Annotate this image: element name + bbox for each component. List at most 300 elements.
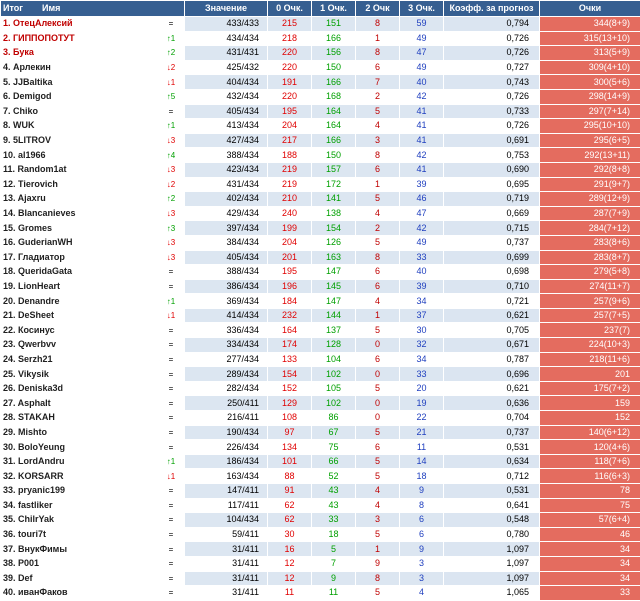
rank-change-indicator: [158, 17, 185, 32]
header-0-points[interactable]: 0 Очк.: [268, 1, 312, 17]
one-point-cell: 144: [312, 308, 356, 323]
two-points-cell: 6: [356, 265, 400, 280]
table-row[interactable]: [1, 177, 640, 192]
two-points-cell: 7: [356, 75, 400, 90]
points-cell: 118(7+6): [540, 454, 640, 469]
coefficient-cell: 0,726: [444, 46, 540, 61]
zero-points-cell: 91: [268, 484, 312, 499]
two-points-cell: 0: [356, 396, 400, 411]
header-coefficient[interactable]: Коэфф. за прогноз: [444, 1, 540, 17]
rank-change-value: 3: [171, 209, 175, 218]
value-cell: 388/434: [185, 265, 268, 280]
value-cell: 384/434: [185, 235, 268, 250]
arrow-up-icon: ↑: [167, 121, 171, 130]
two-points-cell: 5: [356, 323, 400, 338]
header-rank: Итог: [3, 3, 23, 13]
value-cell: 429/434: [185, 206, 268, 221]
rank-change-indicator: [158, 586, 185, 601]
three-points-cell: 41: [400, 133, 444, 148]
zero-points-cell: 88: [268, 469, 312, 484]
equals-icon: =: [169, 370, 174, 379]
equals-icon: =: [169, 443, 174, 452]
table-row[interactable]: [1, 192, 640, 207]
coefficient-cell: 0,531: [444, 440, 540, 455]
zero-points-cell: 210: [268, 192, 312, 207]
player-name: 15. Gromes: [1, 221, 158, 236]
value-cell: 432/434: [185, 89, 268, 104]
value-cell: 402/434: [185, 192, 268, 207]
points-cell: 283(8+6): [540, 235, 640, 250]
coefficient-cell: 0,671: [444, 338, 540, 353]
two-points-cell: 5: [356, 454, 400, 469]
player-name: 19. LionHeart: [1, 279, 158, 294]
table-row[interactable]: [1, 367, 640, 382]
rank-change-value: 2: [171, 194, 175, 203]
value-cell: 147/411: [185, 484, 268, 499]
zero-points-cell: 195: [268, 104, 312, 119]
three-points-cell: 49: [400, 60, 444, 75]
zero-points-cell: 191: [268, 75, 312, 90]
header-points[interactable]: Очки: [540, 1, 640, 17]
value-cell: 423/434: [185, 162, 268, 177]
table-row[interactable]: [1, 484, 640, 499]
rank-change-value: 2: [171, 63, 175, 72]
zero-points-cell: 195: [268, 265, 312, 280]
two-points-cell: 2: [356, 221, 400, 236]
two-points-cell: 5: [356, 469, 400, 484]
one-point-cell: 5: [312, 542, 356, 557]
three-points-cell: 47: [400, 46, 444, 61]
table-row[interactable]: [1, 498, 640, 513]
table-row[interactable]: [1, 119, 640, 134]
one-point-cell: 141: [312, 192, 356, 207]
table-row[interactable]: [1, 440, 640, 455]
equals-icon: =: [169, 428, 174, 437]
zero-points-cell: 204: [268, 119, 312, 134]
three-points-cell: 9: [400, 542, 444, 557]
one-point-cell: 86: [312, 411, 356, 426]
zero-points-cell: 204: [268, 235, 312, 250]
rank-change-indicator: [158, 148, 185, 163]
equals-icon: =: [169, 384, 174, 393]
three-points-cell: 41: [400, 104, 444, 119]
zero-points-cell: 219: [268, 162, 312, 177]
three-points-cell: 21: [400, 425, 444, 440]
player-name: 17. Гладиатор: [1, 250, 158, 265]
equals-icon: =: [169, 413, 174, 422]
one-point-cell: 156: [312, 46, 356, 61]
one-point-cell: 137: [312, 323, 356, 338]
one-point-cell: 166: [312, 31, 356, 46]
table-row[interactable]: [1, 323, 640, 338]
table-row[interactable]: [1, 338, 640, 353]
coefficient-cell: 0,641: [444, 498, 540, 513]
rank-change-indicator: [158, 469, 185, 484]
one-point-cell: 154: [312, 221, 356, 236]
rank-change-indicator: [158, 308, 185, 323]
coefficient-cell: 0,794: [444, 17, 540, 32]
table-row[interactable]: [1, 381, 640, 396]
three-points-cell: 39: [400, 279, 444, 294]
points-cell: 75: [540, 498, 640, 513]
three-points-cell: 3: [400, 556, 444, 571]
two-points-cell: 8: [356, 571, 400, 586]
table-row[interactable]: [1, 527, 640, 542]
zero-points-cell: 174: [268, 338, 312, 353]
two-points-cell: 0: [356, 411, 400, 426]
table-row[interactable]: [1, 513, 640, 528]
table-row[interactable]: [1, 556, 640, 571]
one-point-cell: 102: [312, 396, 356, 411]
table-row[interactable]: [1, 235, 640, 250]
points-cell: 287(7+9): [540, 206, 640, 221]
one-point-cell: 168: [312, 89, 356, 104]
equals-icon: =: [169, 267, 174, 276]
points-cell: 159: [540, 396, 640, 411]
value-cell: 59/411: [185, 527, 268, 542]
arrow-up-icon: ↑: [167, 48, 171, 57]
equals-icon: =: [169, 355, 174, 364]
table-row[interactable]: [1, 162, 640, 177]
player-name: 16. GuderianWH: [1, 235, 158, 250]
three-points-cell: 41: [400, 162, 444, 177]
equals-icon: =: [169, 515, 174, 524]
table-row[interactable]: [1, 571, 640, 586]
rank-change-indicator: [158, 513, 185, 528]
rank-change-indicator: [158, 133, 185, 148]
rank-change-indicator: [158, 250, 185, 265]
one-point-cell: 172: [312, 177, 356, 192]
coefficient-cell: 1,097: [444, 556, 540, 571]
value-cell: 397/434: [185, 221, 268, 236]
table-row[interactable]: [1, 294, 640, 309]
arrow-down-icon: ↓: [167, 63, 171, 72]
header-3-points[interactable]: 3 Очк.: [400, 1, 444, 17]
zero-points-cell: 152: [268, 381, 312, 396]
zero-points-cell: 62: [268, 498, 312, 513]
arrow-up-icon: ↑: [167, 194, 171, 203]
coefficient-cell: 0,726: [444, 119, 540, 134]
player-name: 27. Asphalt: [1, 396, 158, 411]
arrow-down-icon: ↓: [167, 238, 171, 247]
two-points-cell: 4: [356, 484, 400, 499]
coefficient-cell: 0,548: [444, 513, 540, 528]
one-point-cell: 166: [312, 75, 356, 90]
zero-points-cell: 220: [268, 89, 312, 104]
points-cell: 257(9+6): [540, 294, 640, 309]
points-cell: 57(6+4): [540, 513, 640, 528]
points-cell: 34: [540, 571, 640, 586]
coefficient-cell: 0,753: [444, 148, 540, 163]
two-points-cell: 6: [356, 60, 400, 75]
coefficient-cell: 0,636: [444, 396, 540, 411]
zero-points-cell: 133: [268, 352, 312, 367]
table-row[interactable]: [1, 17, 640, 32]
equals-icon: =: [169, 545, 174, 554]
one-point-cell: 11: [312, 586, 356, 601]
player-name: 3. Бука: [1, 46, 158, 61]
points-cell: 140(6+12): [540, 425, 640, 440]
rank-change-indicator: [158, 323, 185, 338]
equals-icon: =: [169, 501, 174, 510]
value-cell: 216/411: [185, 411, 268, 426]
value-cell: 277/434: [185, 352, 268, 367]
table-row[interactable]: [1, 148, 640, 163]
coefficient-cell: 0,721: [444, 294, 540, 309]
coefficient-cell: 0,704: [444, 411, 540, 426]
two-points-cell: 1: [356, 31, 400, 46]
rank-change-value: 1: [171, 78, 175, 87]
two-points-cell: 5: [356, 104, 400, 119]
equals-icon: =: [169, 282, 174, 291]
equals-icon: =: [169, 326, 174, 335]
two-points-cell: 2: [356, 89, 400, 104]
one-point-cell: 166: [312, 133, 356, 148]
three-points-cell: 30: [400, 323, 444, 338]
rank-change-indicator: [158, 162, 185, 177]
one-point-cell: 52: [312, 469, 356, 484]
arrow-down-icon: ↓: [167, 180, 171, 189]
coefficient-cell: 0,669: [444, 206, 540, 221]
rank-change-value: 3: [171, 165, 175, 174]
player-name: 18. QueridaGata: [1, 265, 158, 280]
zero-points-cell: 108: [268, 411, 312, 426]
points-cell: 344(8+9): [540, 17, 640, 32]
value-cell: 425/432: [185, 60, 268, 75]
one-point-cell: 145: [312, 279, 356, 294]
two-points-cell: 4: [356, 498, 400, 513]
three-points-cell: 59: [400, 17, 444, 32]
table-row[interactable]: [1, 104, 640, 119]
zero-points-cell: 16: [268, 542, 312, 557]
arrow-up-icon: ↑: [167, 92, 171, 101]
coefficient-cell: 0,780: [444, 527, 540, 542]
player-name: 24. Serzh21: [1, 352, 158, 367]
three-points-cell: 18: [400, 469, 444, 484]
table-row[interactable]: [1, 89, 640, 104]
player-name: 5. JJBaltika: [1, 75, 158, 90]
player-name: 4. Арлекин: [1, 60, 158, 75]
rank-change-value: 3: [171, 224, 175, 233]
table-row[interactable]: [1, 469, 640, 484]
two-points-cell: 8: [356, 46, 400, 61]
rank-change-value: 1: [171, 297, 175, 306]
points-cell: 298(14+9): [540, 89, 640, 104]
points-cell: 291(9+7): [540, 177, 640, 192]
arrow-down-icon: ↓: [167, 136, 171, 145]
points-cell: 34: [540, 542, 640, 557]
header-value[interactable]: Значение: [185, 1, 268, 17]
coefficient-cell: 0,733: [444, 104, 540, 119]
value-cell: 31/411: [185, 542, 268, 557]
table-row[interactable]: [1, 206, 640, 221]
table-row[interactable]: [1, 425, 640, 440]
player-name: 25. Vikysik: [1, 367, 158, 382]
table-row[interactable]: [1, 396, 640, 411]
table-row[interactable]: [1, 454, 640, 469]
rank-change-indicator: [158, 294, 185, 309]
zero-points-cell: 12: [268, 556, 312, 571]
table-row[interactable]: [1, 75, 640, 90]
two-points-cell: 1: [356, 308, 400, 323]
arrow-up-icon: ↑: [167, 224, 171, 233]
one-point-cell: 126: [312, 235, 356, 250]
rank-change-indicator: [158, 265, 185, 280]
table-row[interactable]: [1, 279, 640, 294]
arrow-up-icon: ↑: [167, 297, 171, 306]
two-points-cell: 9: [356, 556, 400, 571]
coefficient-cell: 0,695: [444, 177, 540, 192]
rank-change-indicator: [158, 571, 185, 586]
one-point-cell: 164: [312, 104, 356, 119]
header-1-point[interactable]: 1 Очк.: [312, 1, 356, 17]
rank-change-value: 1: [171, 457, 175, 466]
coefficient-cell: 0,621: [444, 308, 540, 323]
one-point-cell: 102: [312, 367, 356, 382]
header-2-points[interactable]: 2 Очк: [356, 1, 400, 17]
two-points-cell: 3: [356, 513, 400, 528]
one-point-cell: 147: [312, 265, 356, 280]
one-point-cell: 18: [312, 527, 356, 542]
coefficient-cell: 0,698: [444, 265, 540, 280]
arrow-down-icon: ↓: [167, 209, 171, 218]
three-points-cell: 3: [400, 571, 444, 586]
two-points-cell: 8: [356, 250, 400, 265]
coefficient-cell: 0,531: [444, 484, 540, 499]
two-points-cell: 5: [356, 527, 400, 542]
rank-change-value: 1: [171, 34, 175, 43]
three-points-cell: 4: [400, 586, 444, 601]
two-points-cell: 8: [356, 148, 400, 163]
coefficient-cell: 0,719: [444, 192, 540, 207]
coefficient-cell: 0,712: [444, 469, 540, 484]
one-point-cell: 43: [312, 498, 356, 513]
one-point-cell: 67: [312, 425, 356, 440]
points-cell: 289(12+9): [540, 192, 640, 207]
points-cell: 313(5+9): [540, 46, 640, 61]
table-row[interactable]: [1, 60, 640, 75]
table-row[interactable]: [1, 586, 640, 601]
arrow-down-icon: ↓: [167, 165, 171, 174]
rank-change-indicator: [158, 192, 185, 207]
three-points-cell: 32: [400, 338, 444, 353]
zero-points-cell: 220: [268, 60, 312, 75]
equals-icon: =: [169, 399, 174, 408]
rank-change-indicator: [158, 381, 185, 396]
one-point-cell: 75: [312, 440, 356, 455]
coefficient-cell: 0,727: [444, 60, 540, 75]
two-points-cell: 1: [356, 177, 400, 192]
three-points-cell: 33: [400, 250, 444, 265]
points-cell: 116(6+3): [540, 469, 640, 484]
coefficient-cell: 1,097: [444, 542, 540, 557]
points-cell: 297(7+14): [540, 104, 640, 119]
two-points-cell: 6: [356, 352, 400, 367]
player-name: 36. touri7t: [1, 527, 158, 542]
table-row[interactable]: [1, 265, 640, 280]
zero-points-cell: 220: [268, 46, 312, 61]
table-row[interactable]: [1, 46, 640, 61]
one-point-cell: 104: [312, 352, 356, 367]
one-point-cell: 150: [312, 60, 356, 75]
player-name: 22. Косинус: [1, 323, 158, 338]
coefficient-cell: 0,715: [444, 221, 540, 236]
player-name: 34. fastliker: [1, 498, 158, 513]
player-name: 26. Deniska3d: [1, 381, 158, 396]
table-row[interactable]: [1, 221, 640, 236]
value-cell: 190/434: [185, 425, 268, 440]
coefficient-cell: 0,743: [444, 75, 540, 90]
rank-change-value: 3: [171, 253, 175, 262]
one-point-cell: 147: [312, 294, 356, 309]
equals-icon: =: [169, 530, 174, 539]
rank-change-indicator: [158, 454, 185, 469]
three-points-cell: 40: [400, 265, 444, 280]
value-cell: 369/434: [185, 294, 268, 309]
rank-change-indicator: [158, 46, 185, 61]
points-cell: 34: [540, 556, 640, 571]
one-point-cell: 105: [312, 381, 356, 396]
player-name: 23. Qwerbvv: [1, 338, 158, 353]
coefficient-cell: 0,621: [444, 381, 540, 396]
table-row[interactable]: [1, 133, 640, 148]
zero-points-cell: 129: [268, 396, 312, 411]
header-row: [1, 1, 640, 17]
rank-change-indicator: [158, 75, 185, 90]
zero-points-cell: 201: [268, 250, 312, 265]
table-row[interactable]: [1, 250, 640, 265]
two-points-cell: 5: [356, 586, 400, 601]
rank-change-indicator: [158, 352, 185, 367]
points-cell: 257(7+5): [540, 308, 640, 323]
header-rank-name[interactable]: [1, 1, 185, 17]
table-row[interactable]: [1, 308, 640, 323]
player-name: 8. WUK: [1, 119, 158, 134]
two-points-cell: 1: [356, 542, 400, 557]
three-points-cell: 34: [400, 352, 444, 367]
table-row[interactable]: [1, 352, 640, 367]
table-row[interactable]: [1, 542, 640, 557]
player-name: 11. Random1at: [1, 162, 158, 177]
rank-change-indicator: [158, 279, 185, 294]
value-cell: 104/434: [185, 513, 268, 528]
three-points-cell: 40: [400, 75, 444, 90]
coefficient-cell: 0,634: [444, 454, 540, 469]
value-cell: 388/434: [185, 148, 268, 163]
three-points-cell: 41: [400, 119, 444, 134]
one-point-cell: 33: [312, 513, 356, 528]
rank-change-indicator: [158, 425, 185, 440]
coefficient-cell: 0,690: [444, 162, 540, 177]
player-name: 37. ВнукФимы: [1, 542, 158, 557]
table-row[interactable]: [1, 31, 640, 46]
arrow-up-icon: ↑: [167, 457, 171, 466]
rank-change-indicator: [158, 60, 185, 75]
three-points-cell: 19: [400, 396, 444, 411]
coefficient-cell: 0,737: [444, 425, 540, 440]
player-name: 10. al1966: [1, 148, 158, 163]
table-row[interactable]: [1, 411, 640, 426]
one-point-cell: 157: [312, 162, 356, 177]
three-points-cell: 22: [400, 411, 444, 426]
arrow-down-icon: ↓: [167, 78, 171, 87]
rank-change-value: 3: [171, 136, 175, 145]
three-points-cell: 46: [400, 192, 444, 207]
player-name: 31. LordAndru: [1, 454, 158, 469]
arrow-down-icon: ↓: [167, 253, 171, 262]
player-name: 33. pryanic199: [1, 484, 158, 499]
zero-points-cell: 30: [268, 527, 312, 542]
